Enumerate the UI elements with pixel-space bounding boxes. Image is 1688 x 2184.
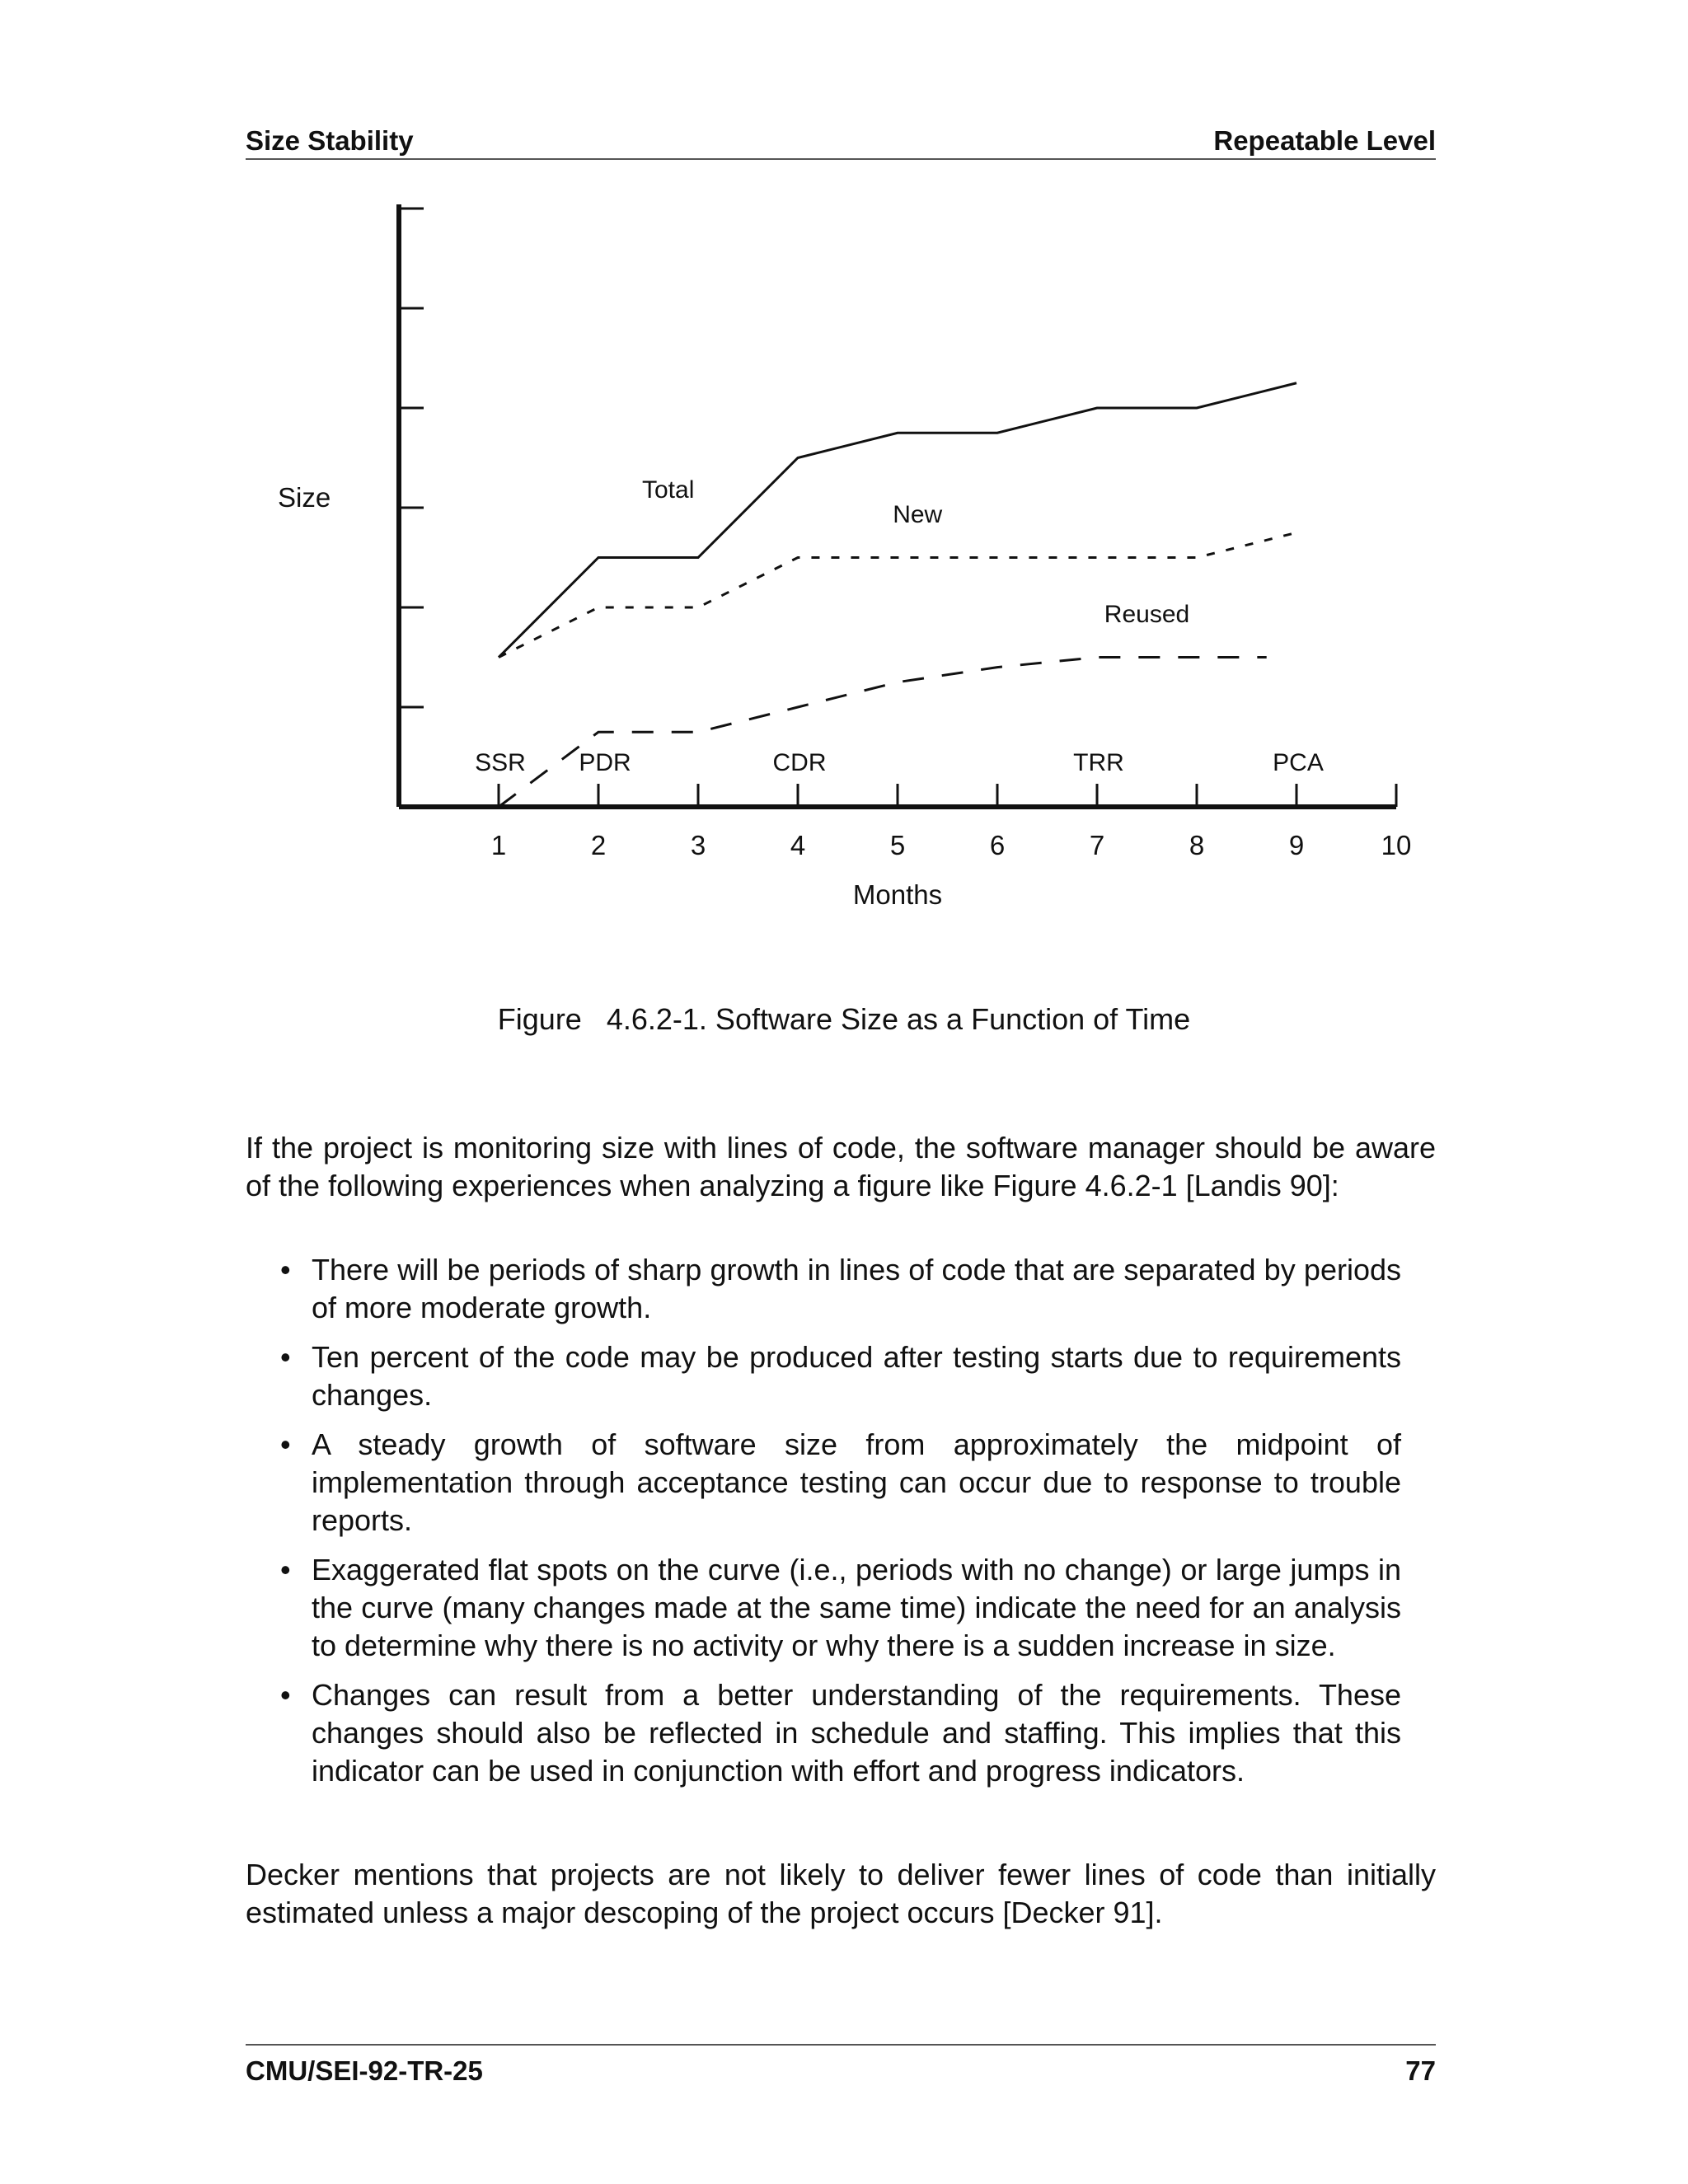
x-tick-label: 6: [989, 830, 1006, 860]
intro-paragraph: If the project is monitoring size with lines of code, the software manager should be aware of the following experiences when analyzing a figure like Figure 4.6.2-1 [Landis 90]:: [246, 1131, 1436, 1202]
list-item: [280, 1426, 1401, 1540]
header-section-title: Size Stability: [246, 125, 414, 156]
x-axis-label: Months: [852, 879, 943, 910]
x-tick-label: 4: [790, 830, 806, 860]
list-item-text: Ten percent of the code may be produced after testing starts due to requirements changes.: [312, 1340, 1401, 1412]
series-line-reused: [499, 658, 1267, 808]
milestone-label: CDR: [772, 749, 827, 776]
y-axis-label: Size: [278, 482, 331, 513]
list-item: [280, 1676, 1401, 1790]
x-tick-label: 8: [1189, 830, 1205, 860]
size-over-time-chart: [0, 0, 1688, 923]
bullet-mark: •: [280, 1253, 291, 1286]
list-item: [280, 1551, 1401, 1665]
series-label-new: New: [893, 501, 943, 529]
list-item: [280, 1251, 1401, 1327]
x-tick-label: 10: [1381, 830, 1412, 860]
list-item-text: A steady growth of software size from approximately the midpoint of implementation through acceptance testing can occur due to response to trouble reports.: [312, 1427, 1401, 1537]
list-item: [280, 1338, 1401, 1414]
closing-paragraph: Decker mentions that projects are not likely to deliver fewer lines of code than initially estimated unless a major descoping of the project occurs [Decker 91].: [246, 1858, 1436, 1929]
x-tick-label: 1: [490, 830, 507, 860]
figure-caption: [0, 1002, 1688, 1037]
series-label-reused: Reused: [1104, 601, 1190, 629]
header-level-title: Repeatable Level: [1213, 125, 1436, 156]
milestone-label: SSR: [475, 749, 526, 776]
series-line-new: [499, 532, 1296, 657]
bullet-mark: •: [280, 1427, 291, 1461]
series-label-total: Total: [642, 476, 695, 504]
x-tick-label: 2: [590, 830, 607, 860]
x-tick-label: 7: [1089, 830, 1105, 860]
milestone-label: TRR: [1073, 749, 1124, 776]
page-number: 77: [1405, 2055, 1436, 2086]
figure-caption-text: 4.6.2-1. Software Size as a Function of Time: [606, 1002, 1191, 1036]
experience-list: [280, 1251, 1401, 1802]
footer-report-id: CMU/SEI-92-TR-25: [246, 2055, 483, 2086]
list-item-text: Changes can result from a better understanding of the requirements. These changes should also be reflected in schedule and staffing. This implies that this indicator can be used in conjunction with effort and progress indicators.: [312, 1678, 1401, 1788]
list-item-text: There will be periods of sharp growth in lines of code that are separated by periods of more moderate growth.: [312, 1253, 1401, 1324]
bullet-mark: •: [280, 1553, 291, 1586]
list-item-text: Exaggerated flat spots on the curve (i.e., periods with no change) or large jumps in the curve (many changes made at the same time) indicate the need for an analysis to determine why there is no activity or why there is a sudden increase in size.: [312, 1553, 1401, 1662]
x-tick-label: 9: [1288, 830, 1305, 860]
x-tick-label: 3: [690, 830, 706, 860]
bullet-mark: •: [280, 1340, 291, 1374]
page-footer: [246, 2044, 1436, 2087]
figure-caption-prefix: Figure: [497, 1002, 582, 1036]
bullet-mark: •: [280, 1678, 291, 1712]
milestone-label: PDR: [579, 749, 631, 776]
x-tick-label: 5: [889, 830, 906, 860]
milestone-label: PCA: [1273, 749, 1324, 776]
